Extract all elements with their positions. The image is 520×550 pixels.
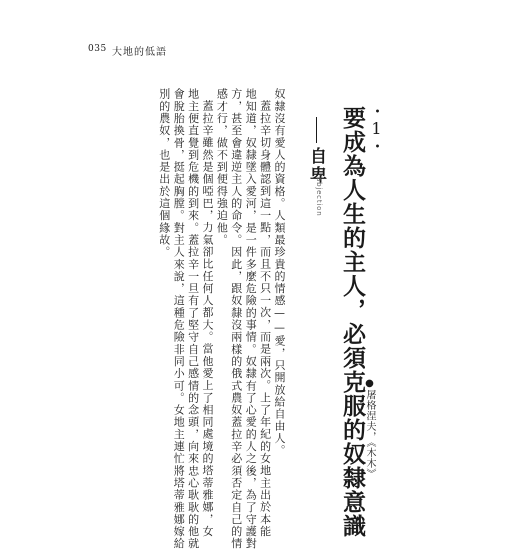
body-column: 蓋拉辛雖然是個啞巴，力氣卻比任何人都大。當他愛上了相同處境的塔蒂雅娜，女 <box>201 100 214 538</box>
body-column: 別的農奴，也是出於這個緣故。 <box>157 88 171 259</box>
chapter-subtitle <box>305 117 327 185</box>
epigraph-source: ●屠格涅夫，《木木》 <box>364 378 375 479</box>
body-column: 奴隸沒有愛人的資格。人類最珍貴的情感——愛，只開放給自由人。 <box>273 88 286 457</box>
chapter-title: 要成為人生的主人，必須克服的奴隸意識 <box>339 106 366 538</box>
subtitle-latin: abjection <box>315 177 323 217</box>
body-column: 感才行，做不到便得強迫他。 <box>215 88 229 246</box>
body-column: 方，甚至會違逆主人的命令。因此，跟奴隸沒兩樣的俄式農奴蓋拉辛必須否定自己的情 <box>229 88 243 550</box>
chapter-number-text: 1 <box>367 119 386 138</box>
body-column: 會脫胎換骨，挺起胸膛。對主人來說，這種危險非同小可。女地主連忙將塔蒂雅娜嫁給 <box>172 88 186 550</box>
page-number: 035 <box>88 44 107 54</box>
chapter-dot-bottom: ・ <box>367 138 386 154</box>
running-head: 大地的低語 <box>112 47 167 58</box>
subtitle-text: 自卑 <box>306 147 326 185</box>
chapter-dot-top: ・ <box>367 103 386 119</box>
body-column: 地主便直覺到危機的到來。蓋拉辛一旦有了堅守自己感情的念頭，向來忠心耿耿的他就 <box>186 88 200 550</box>
body-column: 地知道，奴隸墜入愛河，是一件多麼危險的事情。奴隸有了心愛的人之後，為了守護對 <box>244 88 258 550</box>
chapter-number <box>368 103 384 154</box>
body-column: 蓋拉辛切身體認到這一點，而且不只一次，而是兩次。上了年紀的女地主出於本能 <box>258 100 272 538</box>
subtitle-dash <box>316 117 317 143</box>
